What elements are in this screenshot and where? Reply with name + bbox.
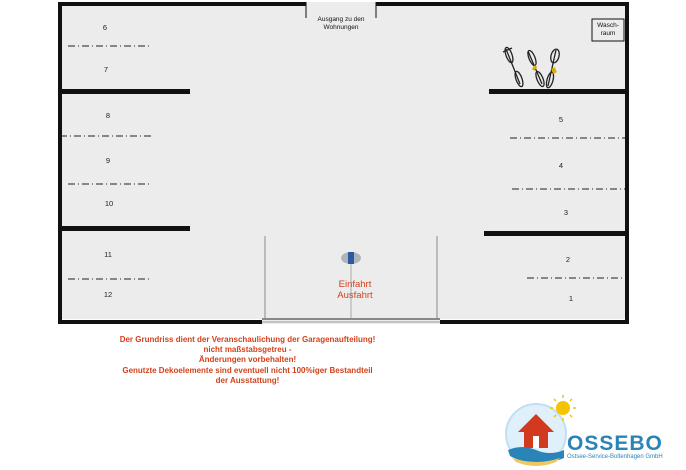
disclaimer-line: der Ausstattung!	[215, 375, 280, 385]
space-number-7: 7	[103, 65, 109, 74]
exit-door-label	[307, 16, 375, 32]
laundry-label-line1: Wasch-	[597, 22, 619, 29]
space-number-11: 11	[104, 250, 112, 259]
disclaimer-line: Genutzte Dekoelemente sind eventuell nicht 100%iger Bestandteil	[122, 365, 373, 375]
space-number-9: 9	[105, 156, 111, 165]
laundry-label-line2: raum	[600, 30, 616, 37]
logo-brand-name: OSSEBO	[567, 432, 663, 455]
exit-label-line1: Ausgang zu den	[317, 16, 365, 23]
space-number-8: 8	[105, 111, 111, 120]
space-number-2: 2	[565, 255, 571, 264]
space-number-5: 5	[558, 115, 564, 124]
exit-label-line2: Wohnungen	[323, 24, 359, 31]
disclaimer-line: Der Grundriss dient der Veranschaulichung der Garagenaufteilung!	[119, 335, 376, 344]
control-pillar-core	[348, 252, 354, 264]
entrance-label	[320, 279, 390, 301]
space-number-12: 12	[103, 290, 113, 299]
disclaimer-text	[0, 335, 495, 386]
space-number-3: 3	[563, 208, 569, 217]
partition-wall	[62, 89, 190, 94]
laundry-room-label	[592, 22, 624, 38]
partition-wall	[62, 226, 190, 231]
space-number-10: 10	[104, 199, 114, 208]
space-number-4: 4	[558, 161, 564, 170]
partition-wall	[484, 231, 625, 236]
entrance-label-line2: Ausfahrt	[337, 290, 373, 301]
garage-floor	[62, 6, 625, 319]
partition-wall	[489, 89, 625, 94]
space-number-1: 1	[568, 294, 574, 303]
entrance-label-line1: Einfahrt	[338, 279, 372, 290]
disclaimer-line: nicht maßstabsgetreu -	[203, 345, 292, 355]
disclaimer-line: Änderungen vorbehalten!	[198, 355, 297, 365]
exit-door-gap	[306, 2, 376, 7]
space-number-6: 6	[102, 23, 108, 32]
logo-subtitle: Ostsee-Service-Boltenhagen GmbH	[567, 454, 663, 460]
